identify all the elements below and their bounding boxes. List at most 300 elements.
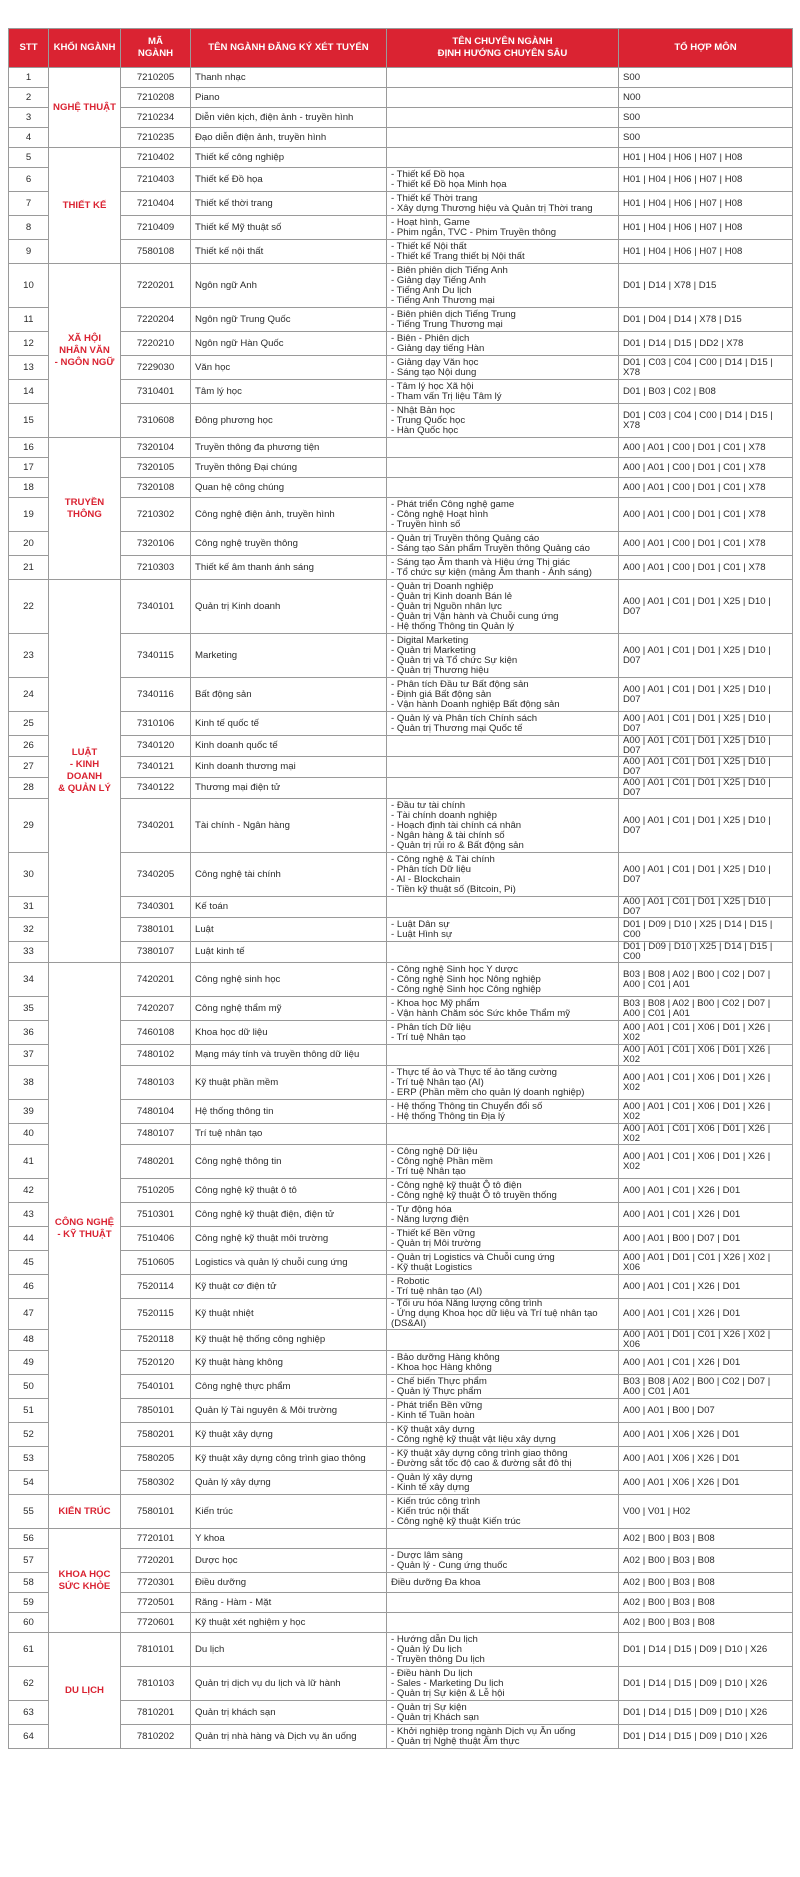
specializations xyxy=(387,963,619,997)
subject-combinations: A02 | B00 | B03 | B08 xyxy=(619,1593,793,1613)
table-row xyxy=(9,918,793,942)
subject-combinations: A00 | A01 | C01 | X26 | D01 xyxy=(619,1351,793,1375)
row-stt: 49 xyxy=(9,1351,49,1375)
specialization-item: - Công nghệ Phần mềm xyxy=(391,1155,493,1167)
row-stt: 60 xyxy=(9,1613,49,1633)
row-stt: 19 xyxy=(9,498,49,532)
row-stt: 17 xyxy=(9,458,49,478)
specialization-item: - Tâm lý học Xã hội xyxy=(391,380,474,392)
table-row xyxy=(9,997,793,1021)
subject-combinations: S00 xyxy=(619,108,793,128)
subject-combinations: A00 | A01 | C01 | X26 | D01 xyxy=(619,1179,793,1203)
major-code: 7210402 xyxy=(121,148,191,168)
specialization-item: - Đầu tư tài chính xyxy=(391,799,466,811)
major-name: Thiết kế công nghiệp xyxy=(191,148,387,168)
specialization-item: - Thiết kế Bền vững xyxy=(391,1227,476,1239)
major-code: 7210302 xyxy=(121,498,191,532)
major-name: Công nghệ kỹ thuật điện, điện tử xyxy=(191,1203,387,1227)
subject-combinations: A00 | A01 | C01 | X06 | D01 | X26 | X02 xyxy=(619,1021,793,1045)
table-row xyxy=(9,356,793,380)
major-name: Ngôn ngữ Anh xyxy=(191,264,387,308)
specialization-item: - Biên phiên dịch Tiếng Trung xyxy=(391,308,516,320)
row-stt: 51 xyxy=(9,1399,49,1423)
major-name: Công nghệ truyền thông xyxy=(191,532,387,556)
row-stt: 14 xyxy=(9,380,49,404)
row-stt: 16 xyxy=(9,438,49,458)
table-row xyxy=(9,1471,793,1495)
major-name: Bất động sản xyxy=(191,678,387,712)
specialization-item: - Sáng tạo Sản phẩm Truyền thông Quảng cáo xyxy=(391,542,590,554)
row-stt: 64 xyxy=(9,1725,49,1749)
subject-combinations: A00 | A01 | C01 | X26 | D01 xyxy=(619,1275,793,1299)
specializations xyxy=(387,1227,619,1251)
group-name: THIẾT KẾ xyxy=(49,148,121,264)
major-code: 7810201 xyxy=(121,1701,191,1725)
major-code: 7380107 xyxy=(121,942,191,963)
subject-combinations: A00 | A01 | C00 | D01 | C01 | X78 xyxy=(619,556,793,580)
major-code: 7520118 xyxy=(121,1330,191,1351)
major-code: 7310106 xyxy=(121,712,191,736)
specializations xyxy=(387,1495,619,1529)
specialization-item: - Kỹ thuật xây dựng công trình giao thông xyxy=(391,1447,568,1459)
major-code: 7340122 xyxy=(121,778,191,799)
specialization-item: - Luật Hình sự xyxy=(391,928,453,940)
table-row xyxy=(9,1351,793,1375)
specialization-item: - AI - Blockchain xyxy=(391,873,461,885)
row-stt: 42 xyxy=(9,1179,49,1203)
subject-combinations: D01 | D09 | D10 | X25 | D14 | D15 | C00 xyxy=(619,942,793,963)
specializations xyxy=(387,1399,619,1423)
subject-combinations: A00 | A01 | D01 | C01 | X26 | X02 | X06 xyxy=(619,1251,793,1275)
row-stt: 33 xyxy=(9,942,49,963)
specialization-item: - Quản lý và Phân tích Chính sách xyxy=(391,712,538,724)
subject-combinations: D01 | B03 | C02 | B08 xyxy=(619,380,793,404)
major-code: 7480102 xyxy=(121,1045,191,1066)
row-stt: 35 xyxy=(9,997,49,1021)
specializations xyxy=(387,1447,619,1471)
specializations xyxy=(387,240,619,264)
major-code: 7320106 xyxy=(121,532,191,556)
subject-combinations: A00 | A01 | C00 | D01 | C01 | X78 xyxy=(619,478,793,498)
subject-combinations: H01 | H04 | H06 | H07 | H08 xyxy=(619,240,793,264)
major-code: 7720201 xyxy=(121,1549,191,1573)
specialization-item: - Quản trị Sự kiện & Lễ hội xyxy=(391,1687,505,1699)
specializations xyxy=(387,148,619,168)
specializations xyxy=(387,1471,619,1495)
major-name: Công nghệ thực phẩm xyxy=(191,1375,387,1399)
major-name: Truyền thông Đại chúng xyxy=(191,458,387,478)
table-row xyxy=(9,192,793,216)
specializations xyxy=(387,128,619,148)
table-row xyxy=(9,712,793,736)
table-row xyxy=(9,778,793,799)
specialization-item: - Kỹ thuật xây dựng xyxy=(391,1423,475,1435)
specialization-item: - Quản trị Môi trường xyxy=(391,1237,482,1249)
specialization-item: - Công nghệ Sinh học Nông nghiệp xyxy=(391,973,541,985)
specialization-item: - Tiền kỹ thuật số (Bitcoin, Pi) xyxy=(391,883,516,895)
row-stt: 25 xyxy=(9,712,49,736)
specialization-item: - Sáng tạo Âm thanh và Hiệu ứng Thị giác xyxy=(391,556,571,568)
table-row xyxy=(9,1613,793,1633)
major-name: Kỹ thuật nhiệt xyxy=(191,1299,387,1330)
admission-majors-table xyxy=(8,28,793,1749)
subject-combinations: S00 xyxy=(619,68,793,88)
specialization-item: - Vận hành Doanh nghiệp Bất động sản xyxy=(391,698,560,710)
major-code: 7420207 xyxy=(121,997,191,1021)
specialization-item: - Giảng dạy Văn học xyxy=(391,356,479,368)
specializations xyxy=(387,1573,619,1593)
subject-combinations: B03 | B08 | A02 | B00 | C02 | D07 | A00 | C01 | A01 xyxy=(619,997,793,1021)
row-stt: 12 xyxy=(9,332,49,356)
subject-combinations: B03 | B08 | A02 | B00 | C02 | D07 | A00 | C01 | A01 xyxy=(619,963,793,997)
table-row xyxy=(9,1124,793,1145)
row-stt: 27 xyxy=(9,757,49,778)
major-code: 7810202 xyxy=(121,1725,191,1749)
major-name: Truyền thông đa phương tiện xyxy=(191,438,387,458)
specialization-item: - Kiến trúc công trình xyxy=(391,1495,481,1507)
specializations xyxy=(387,1251,619,1275)
major-name: Khoa học dữ liệu xyxy=(191,1021,387,1045)
table-row xyxy=(9,678,793,712)
specialization-item: - Sales - Marketing Du lịch xyxy=(391,1677,504,1689)
major-code: 7520114 xyxy=(121,1275,191,1299)
major-name: Marketing xyxy=(191,634,387,678)
major-code: 7720501 xyxy=(121,1593,191,1613)
subject-combinations: A00 | A01 | C01 | D01 | X25 | D10 | D07 xyxy=(619,799,793,853)
subject-combinations: A00 | A01 | C01 | D01 | X25 | D10 | D07 xyxy=(619,853,793,897)
table-row xyxy=(9,148,793,168)
specializations xyxy=(387,1179,619,1203)
specialization-item: Điều dưỡng Đa khoa xyxy=(391,1576,481,1588)
major-code: 7340101 xyxy=(121,580,191,634)
table-row xyxy=(9,404,793,438)
specialization-item: - Quản lý - Cung ứng thuốc xyxy=(391,1559,508,1571)
row-stt: 1 xyxy=(9,68,49,88)
specialization-item: - Công nghệ kỹ thuật Ô tô truyền thống xyxy=(391,1189,557,1201)
specialization-item: - Thiết kế Đồ họa xyxy=(391,168,465,180)
major-name: Kỹ thuật hàng không xyxy=(191,1351,387,1375)
row-stt: 31 xyxy=(9,897,49,918)
row-stt: 28 xyxy=(9,778,49,799)
table-row xyxy=(9,498,793,532)
major-name: Du lịch xyxy=(191,1633,387,1667)
table-row xyxy=(9,438,793,458)
specialization-item: - Quản trị Marketing xyxy=(391,644,476,656)
table-row xyxy=(9,1330,793,1351)
specializations xyxy=(387,1100,619,1124)
row-stt: 8 xyxy=(9,216,49,240)
major-name: Ngôn ngữ Trung Quốc xyxy=(191,308,387,332)
table-row xyxy=(9,556,793,580)
subject-combinations: D01 | D09 | D10 | X25 | D14 | D15 | C00 xyxy=(619,918,793,942)
subject-combinations: D01 | D14 | D15 | D09 | D10 | X26 xyxy=(619,1701,793,1725)
row-stt: 34 xyxy=(9,963,49,997)
specializations xyxy=(387,1375,619,1399)
subject-combinations: A00 | A01 | C01 | X06 | D01 | X26 | X02 xyxy=(619,1145,793,1179)
table-row xyxy=(9,1299,793,1330)
major-name: Quản trị nhà hàng và Dịch vụ ăn uống xyxy=(191,1725,387,1749)
specializations xyxy=(387,1667,619,1701)
specialization-item: - Phát triển Bền vững xyxy=(391,1399,483,1411)
specializations xyxy=(387,1613,619,1633)
subject-combinations: B03 | B08 | A02 | B00 | C02 | D07 | A00 | C01 | A01 xyxy=(619,1375,793,1399)
specializations xyxy=(387,736,619,757)
subject-combinations: A02 | B00 | B03 | B08 xyxy=(619,1573,793,1593)
subject-combinations: S00 xyxy=(619,128,793,148)
table-row xyxy=(9,1045,793,1066)
specialization-item: - Thực tế ảo và Thực tế ảo tăng cường xyxy=(391,1066,557,1078)
header-to-hop-mon: TỔ HỢP MÔN xyxy=(619,29,793,68)
specialization-item: - Truyền thông Du lịch xyxy=(391,1653,485,1665)
subject-combinations: A00 | A01 | C00 | D01 | C01 | X78 xyxy=(619,498,793,532)
major-name: Kinh doanh quốc tế xyxy=(191,736,387,757)
specialization-item: - Quản trị Vận hành và Chuỗi cung ứng xyxy=(391,610,559,622)
group-name: XÃ HỘI NHÂN VĂN - NGÔN NGỮ xyxy=(49,264,121,438)
specialization-item: - Thiết kế Trang thiết bị Nội thất xyxy=(391,250,525,262)
table-row xyxy=(9,216,793,240)
major-name: Công nghệ thông tin xyxy=(191,1145,387,1179)
major-name: Tài chính - Ngân hàng xyxy=(191,799,387,853)
subject-combinations: A00 | A01 | X06 | X26 | D01 xyxy=(619,1447,793,1471)
table-row xyxy=(9,634,793,678)
specialization-item: - Tối ưu hóa Năng lượng công trình xyxy=(391,1298,543,1309)
subject-combinations: D01 | D14 | D15 | D09 | D10 | X26 xyxy=(619,1667,793,1701)
specialization-item: - Thiết kế Đồ họa Minh họa xyxy=(391,178,507,190)
table-row xyxy=(9,332,793,356)
specialization-item: - Quản trị Thương mại Quốc tế xyxy=(391,722,523,734)
table-row xyxy=(9,1529,793,1549)
major-name: Kinh tế quốc tế xyxy=(191,712,387,736)
specialization-item: - Công nghệ kỹ thuật vật liệu xây dựng xyxy=(391,1433,556,1445)
specialization-item: - Quản lý xây dựng xyxy=(391,1471,473,1483)
row-stt: 46 xyxy=(9,1275,49,1299)
table-row xyxy=(9,1495,793,1529)
specialization-item: - Sáng tạo Nội dung xyxy=(391,366,477,378)
table-row xyxy=(9,1203,793,1227)
specializations xyxy=(387,438,619,458)
subject-combinations: A00 | A01 | C01 | X06 | D01 | X26 | X02 xyxy=(619,1066,793,1100)
subject-combinations: A00 | A01 | C00 | D01 | C01 | X78 xyxy=(619,438,793,458)
specialization-item: - Tiếng Trung Thương mại xyxy=(391,318,503,330)
major-code: 7580108 xyxy=(121,240,191,264)
row-stt: 4 xyxy=(9,128,49,148)
major-code: 7510605 xyxy=(121,1251,191,1275)
table-row xyxy=(9,1100,793,1124)
subject-combinations: A02 | B00 | B03 | B08 xyxy=(619,1549,793,1573)
specializations xyxy=(387,1045,619,1066)
row-stt: 58 xyxy=(9,1573,49,1593)
specialization-item: - Quản trị Truyền thông Quảng cáo xyxy=(391,532,540,544)
specialization-item: - Trí tuệ Nhân tạo xyxy=(391,1165,466,1177)
specialization-item: - Hàn Quốc học xyxy=(391,424,459,436)
row-stt: 39 xyxy=(9,1100,49,1124)
specializations xyxy=(387,1725,619,1749)
major-code: 7810101 xyxy=(121,1633,191,1667)
table-row xyxy=(9,1021,793,1045)
major-name: Quan hệ công chúng xyxy=(191,478,387,498)
specializations xyxy=(387,108,619,128)
specializations xyxy=(387,264,619,308)
row-stt: 54 xyxy=(9,1471,49,1495)
row-stt: 13 xyxy=(9,356,49,380)
specializations xyxy=(387,1145,619,1179)
major-code: 7220201 xyxy=(121,264,191,308)
table-row xyxy=(9,1633,793,1667)
specialization-item: - Quản trị Khách sạn xyxy=(391,1711,479,1723)
specialization-item: - Quản trị Thương hiệu xyxy=(391,664,489,676)
table-row xyxy=(9,458,793,478)
major-name: Thiết kế Đồ họa xyxy=(191,168,387,192)
specialization-item: - Quản lý Thực phẩm xyxy=(391,1385,482,1397)
major-name: Luật kinh tế xyxy=(191,942,387,963)
major-code: 7720101 xyxy=(121,1529,191,1549)
major-name: Kiến trúc xyxy=(191,1495,387,1529)
row-stt: 59 xyxy=(9,1593,49,1613)
specialization-item: - Kinh tế Tuần hoàn xyxy=(391,1409,475,1421)
major-name: Hệ thống thông tin xyxy=(191,1100,387,1124)
group-name: NGHỆ THUẬT xyxy=(49,68,121,148)
specialization-item: - Quản lý Du lịch xyxy=(391,1643,462,1655)
specializations xyxy=(387,1701,619,1725)
table-row xyxy=(9,1725,793,1749)
major-code: 7320108 xyxy=(121,478,191,498)
table-row xyxy=(9,736,793,757)
major-code: 7210235 xyxy=(121,128,191,148)
major-code: 7520120 xyxy=(121,1351,191,1375)
table-row xyxy=(9,942,793,963)
table-row xyxy=(9,963,793,997)
specializations xyxy=(387,1124,619,1145)
major-name: Kỹ thuật phần mềm xyxy=(191,1066,387,1100)
specializations xyxy=(387,380,619,404)
specialization-item: - Năng lượng điện xyxy=(391,1213,469,1225)
subject-combinations: V00 | V01 | H02 xyxy=(619,1495,793,1529)
row-stt: 24 xyxy=(9,678,49,712)
specialization-item: - Quản trị Kinh doanh Bán lẻ xyxy=(391,590,513,602)
subject-combinations: A00 | A01 | C01 | D01 | X25 | D10 | D07 xyxy=(619,634,793,678)
specialization-item: - Trí tuệ Nhân tạo xyxy=(391,1031,466,1043)
specialization-item: - Thiết kế Nội thất xyxy=(391,240,467,252)
specializations xyxy=(387,68,619,88)
major-name: Kỹ thuật xây dựng công trình giao thông xyxy=(191,1447,387,1471)
specialization-item: - Biên phiên dịch Tiếng Anh xyxy=(391,264,508,276)
row-stt: 38 xyxy=(9,1066,49,1100)
specialization-item: - Quản trị Doanh nghiệp xyxy=(391,580,494,592)
specialization-item: - Tham vấn Trị liệu Tâm lý xyxy=(391,390,502,402)
table-row xyxy=(9,1275,793,1299)
specialization-item: - Tiếng Anh Thương mại xyxy=(391,294,495,306)
specialization-item: - Phim ngắn, TVC - Phim Truyền thông xyxy=(391,226,557,238)
row-stt: 63 xyxy=(9,1701,49,1725)
major-name: Đạo diễn điện ảnh, truyền hình xyxy=(191,128,387,148)
major-name: Diễn viên kịch, điện ảnh - truyền hình xyxy=(191,108,387,128)
table-row xyxy=(9,532,793,556)
table-row xyxy=(9,1593,793,1613)
major-name: Kỹ thuật xét nghiệm y học xyxy=(191,1613,387,1633)
subject-combinations: D01 | D04 | D14 | X78 | D15 xyxy=(619,308,793,332)
table-row xyxy=(9,308,793,332)
row-stt: 48 xyxy=(9,1330,49,1351)
row-stt: 53 xyxy=(9,1447,49,1471)
major-code: 7510205 xyxy=(121,1179,191,1203)
specializations xyxy=(387,1203,619,1227)
major-name: Y khoa xyxy=(191,1529,387,1549)
table-row xyxy=(9,478,793,498)
subject-combinations: A00 | A01 | C01 | D01 | X25 | D10 | D07 xyxy=(619,580,793,634)
specializations xyxy=(387,1633,619,1667)
major-name: Công nghệ kỹ thuật môi trường xyxy=(191,1227,387,1251)
table-header-row xyxy=(9,29,793,68)
major-code: 7320104 xyxy=(121,438,191,458)
subject-combinations: A00 | A01 | C01 | X06 | D01 | X26 | X02 xyxy=(619,1124,793,1145)
subject-combinations: A00 | A01 | C00 | D01 | C01 | X78 xyxy=(619,532,793,556)
specialization-item: - Ứng dụng Khoa học dữ liệu và Trí tuệ nhân tạo (DS&AI) xyxy=(391,1308,598,1329)
specialization-item: - Phân tích Dữ liệu xyxy=(391,1021,472,1033)
row-stt: 41 xyxy=(9,1145,49,1179)
major-name: Kế toán xyxy=(191,897,387,918)
specializations xyxy=(387,918,619,942)
specialization-item: - Nhật Bản học xyxy=(391,404,455,416)
major-name: Thương mại điện tử xyxy=(191,778,387,799)
row-stt: 30 xyxy=(9,853,49,897)
specialization-item: - ERP (Phần mềm cho quản lý doanh nghiệp) xyxy=(391,1086,585,1098)
specialization-item: - Khoa học Mỹ phẩm xyxy=(391,997,480,1009)
specialization-item: - Công nghệ Sinh học Y dược xyxy=(391,963,519,975)
specializations xyxy=(387,1066,619,1100)
subject-combinations: D01 | C03 | C04 | C00 | D14 | D15 | X78 xyxy=(619,404,793,438)
specialization-item: - Bảo dưỡng Hàng không xyxy=(391,1351,500,1363)
table-row xyxy=(9,68,793,88)
specializations xyxy=(387,88,619,108)
specialization-item: - Khởi nghiệp trong ngành Dịch vụ Ăn uống xyxy=(391,1725,576,1737)
major-code: 7310608 xyxy=(121,404,191,438)
specialization-item: - Truyền hình số xyxy=(391,518,461,530)
specializations xyxy=(387,1549,619,1573)
subject-combinations: A00 | A01 | X06 | X26 | D01 xyxy=(619,1471,793,1495)
specialization-item: - Digital Marketing xyxy=(391,634,469,646)
specialization-item: - Công nghệ Sinh học Công nghiệp xyxy=(391,983,541,995)
major-code: 7850101 xyxy=(121,1399,191,1423)
major-code: 7810103 xyxy=(121,1667,191,1701)
row-stt: 37 xyxy=(9,1045,49,1066)
major-code: 7210403 xyxy=(121,168,191,192)
major-code: 7580201 xyxy=(121,1423,191,1447)
specializations xyxy=(387,192,619,216)
row-stt: 18 xyxy=(9,478,49,498)
table-row xyxy=(9,1399,793,1423)
subject-combinations: A00 | A01 | C01 | X26 | D01 xyxy=(619,1203,793,1227)
row-stt: 22 xyxy=(9,580,49,634)
major-name: Thiết kế nội thất xyxy=(191,240,387,264)
specialization-item: - Điều hành Du lịch xyxy=(391,1667,473,1679)
table-row xyxy=(9,1667,793,1701)
major-code: 7340205 xyxy=(121,853,191,897)
specialization-item: - Khoa học Hàng không xyxy=(391,1361,492,1373)
specialization-item: - Công nghệ & Tài chính xyxy=(391,853,495,865)
major-code: 7420201 xyxy=(121,963,191,997)
specializations xyxy=(387,332,619,356)
subject-combinations: A00 | A01 | C01 | X06 | D01 | X26 | X02 xyxy=(619,1100,793,1124)
specializations xyxy=(387,897,619,918)
table-row xyxy=(9,1145,793,1179)
major-name: Piano xyxy=(191,88,387,108)
specializations xyxy=(387,478,619,498)
major-name: Ngôn ngữ Hàn Quốc xyxy=(191,332,387,356)
major-name: Quản trị khách sạn xyxy=(191,1701,387,1725)
group-name: CÔNG NGHỆ - KỸ THUẬT xyxy=(49,963,121,1495)
specializations xyxy=(387,1275,619,1299)
row-stt: 29 xyxy=(9,799,49,853)
